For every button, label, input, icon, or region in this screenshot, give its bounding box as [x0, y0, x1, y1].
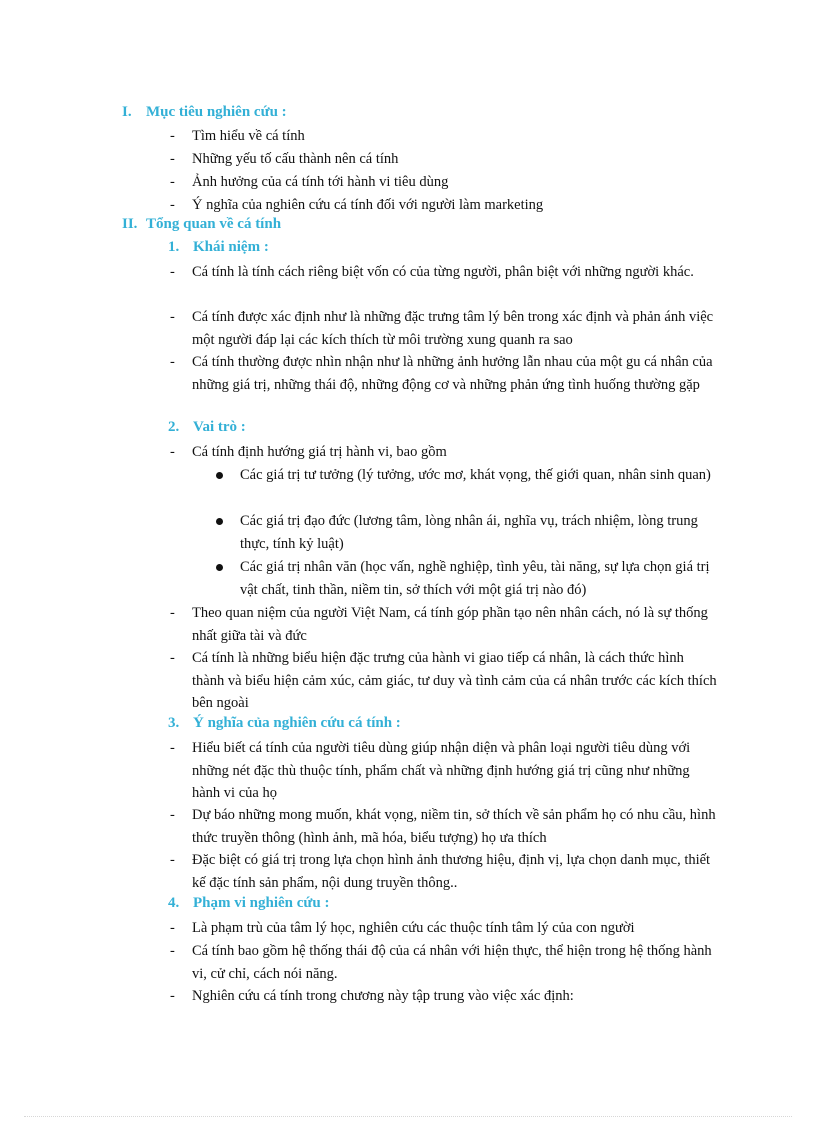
list-item — [170, 171, 730, 194]
subsection-number: 2. — [168, 419, 180, 435]
bullet-item — [212, 464, 720, 487]
list-item — [170, 148, 730, 171]
list-item-text: Cá tính định hướng giá trị hành vi, bao gồm — [192, 444, 447, 460]
list-item — [170, 917, 730, 940]
dash-marker: - — [170, 807, 175, 823]
subsection-title: Phạm vi nghiên cứu : — [193, 895, 330, 911]
bullet-item — [212, 510, 720, 556]
list-item-text: Cá tính bao gồm hệ thống thái độ của cá nhân với hiện thực, thể hiện trong hệ thống hành vi, cử chỉ, cách nói năng. — [192, 943, 712, 982]
list-item — [170, 804, 730, 849]
section-heading-2 — [122, 216, 281, 233]
list-item — [170, 306, 730, 351]
list-item — [170, 351, 730, 396]
list-item-text: Ảnh hưởng của cá tính tới hành vi tiêu dùng — [192, 174, 449, 190]
list-item-text: Tìm hiểu về cá tính — [192, 128, 305, 144]
dash-marker: - — [170, 197, 175, 213]
bullet-dot-icon — [216, 472, 223, 479]
subsection-title: Vai trò : — [193, 419, 246, 435]
list-item — [170, 849, 730, 894]
dash-marker: - — [170, 354, 175, 370]
list-item-text: Nghiên cứu cá tính trong chương này tập trung vào việc xác định: — [192, 988, 574, 1004]
subsection-heading-2 — [168, 419, 246, 436]
dash-marker: - — [170, 309, 175, 325]
list-item-text: Ý nghĩa của nghiên cứu cá tính đối với người làm marketing — [192, 197, 544, 213]
bullet-item-text: Các giá trị nhân văn (học vấn, nghề nghiệp, tình yêu, tài năng, sự lựa chọn giá trị vật chất, tinh thần, niềm tin, sở thích với một giá trị nào đó) — [240, 559, 710, 598]
list-item-text: Cá tính được xác định như là những đặc trưng tâm lý bên trong xác định và phản ánh việc một người đáp lại các kích thích từ môi trường xung quanh ra sao — [192, 309, 714, 348]
list-item — [170, 985, 730, 1008]
dash-marker: - — [170, 920, 175, 936]
dash-marker: - — [170, 852, 175, 868]
section-title: Mục tiêu nghiên cứu : — [146, 104, 287, 120]
dash-marker: - — [170, 128, 175, 144]
list-item — [170, 261, 730, 284]
bullet-dot-icon — [216, 564, 223, 571]
list-item — [170, 737, 730, 805]
list-item — [170, 602, 730, 647]
subsection-number: 3. — [168, 715, 180, 731]
bullet-item-text: Các giá trị tư tưởng (lý tưởng, ước mơ, khát vọng, thế giới quan, nhân sinh quan) — [240, 467, 711, 483]
section-number: II. — [122, 216, 138, 232]
subsection-heading-1 — [168, 239, 269, 256]
list-item — [170, 647, 730, 715]
list-item-text: Theo quan niệm của người Việt Nam, cá tính góp phần tạo nên nhân cách, nó là sự thống nhất giữa tài và đức — [192, 605, 708, 644]
dash-marker: - — [170, 174, 175, 190]
section-number: I. — [122, 104, 132, 120]
dash-marker: - — [170, 151, 175, 167]
dash-marker: - — [170, 605, 175, 621]
dash-marker: - — [170, 264, 175, 280]
list-item-text: Là phạm trù của tâm lý học, nghiên cứu các thuộc tính tâm lý của con người — [192, 920, 635, 936]
list-item-text: Những yếu tố cấu thành nên cá tính — [192, 151, 399, 167]
bullet-item — [212, 556, 720, 602]
subsection-number: 1. — [168, 239, 180, 255]
dash-marker: - — [170, 740, 175, 756]
list-item-text: Đặc biệt có giá trị trong lựa chọn hình ảnh thương hiệu, định vị, lựa chọn danh mục, thiết kế đặc tính sản phẩm, nội dung truyền thông.. — [192, 852, 711, 891]
list-item — [170, 441, 730, 464]
list-item — [170, 940, 730, 985]
list-item-text: Hiểu biết cá tính của người tiêu dùng giúp nhận diện và phân loại người tiêu dùng với những nét đặc thù thuộc tính, phẩm chất và những định hướng giá trị cũng như những hành vi của họ — [192, 740, 691, 801]
list-item — [170, 194, 730, 217]
subsection-number: 4. — [168, 895, 180, 911]
dash-marker: - — [170, 444, 175, 460]
subsection-heading-4 — [168, 895, 330, 912]
dash-marker: - — [170, 943, 175, 959]
subsection-title: Khái niệm : — [193, 239, 269, 255]
list-item — [170, 125, 730, 148]
page-bottom-divider — [24, 1116, 792, 1117]
dash-marker: - — [170, 988, 175, 1004]
list-item-text: Dự báo những mong muốn, khát vọng, niềm tin, sở thích về sản phẩm họ có nhu cầu, hình thức truyền thông (hình ảnh, mã hóa, biểu tượng) họ ưa thích — [192, 807, 716, 846]
section-heading-1 — [122, 104, 287, 121]
list-item-text: Cá tính là những biểu hiện đặc trưng của hành vi giao tiếp cá nhân, là cách thức hình thành và biểu hiện cảm xúc, cảm giác, tư duy và tình cảm của cá nhân trước các kích thích bên ngoài — [192, 650, 717, 711]
dash-marker: - — [170, 650, 175, 666]
bullet-dot-icon — [216, 518, 223, 525]
section-title: Tổng quan về cá tính — [146, 216, 282, 232]
list-item-text: Cá tính thường được nhìn nhận như là những ảnh hưởng lẫn nhau của một gu cá nhân của những giá trị, những thái độ, những động cơ và những phản ứng tình huống thường gặp — [192, 354, 713, 393]
list-item-text: Cá tính là tính cách riêng biệt vốn có của từng người, phân biệt với những người khác. — [192, 264, 694, 280]
bullet-item-text: Các giá trị đạo đức (lương tâm, lòng nhân ái, nghĩa vụ, trách nhiệm, lòng trung thực, tính kỷ luật) — [240, 513, 698, 552]
subsection-title: Ý nghĩa của nghiên cứu cá tính : — [193, 715, 401, 731]
subsection-heading-3 — [168, 715, 401, 732]
